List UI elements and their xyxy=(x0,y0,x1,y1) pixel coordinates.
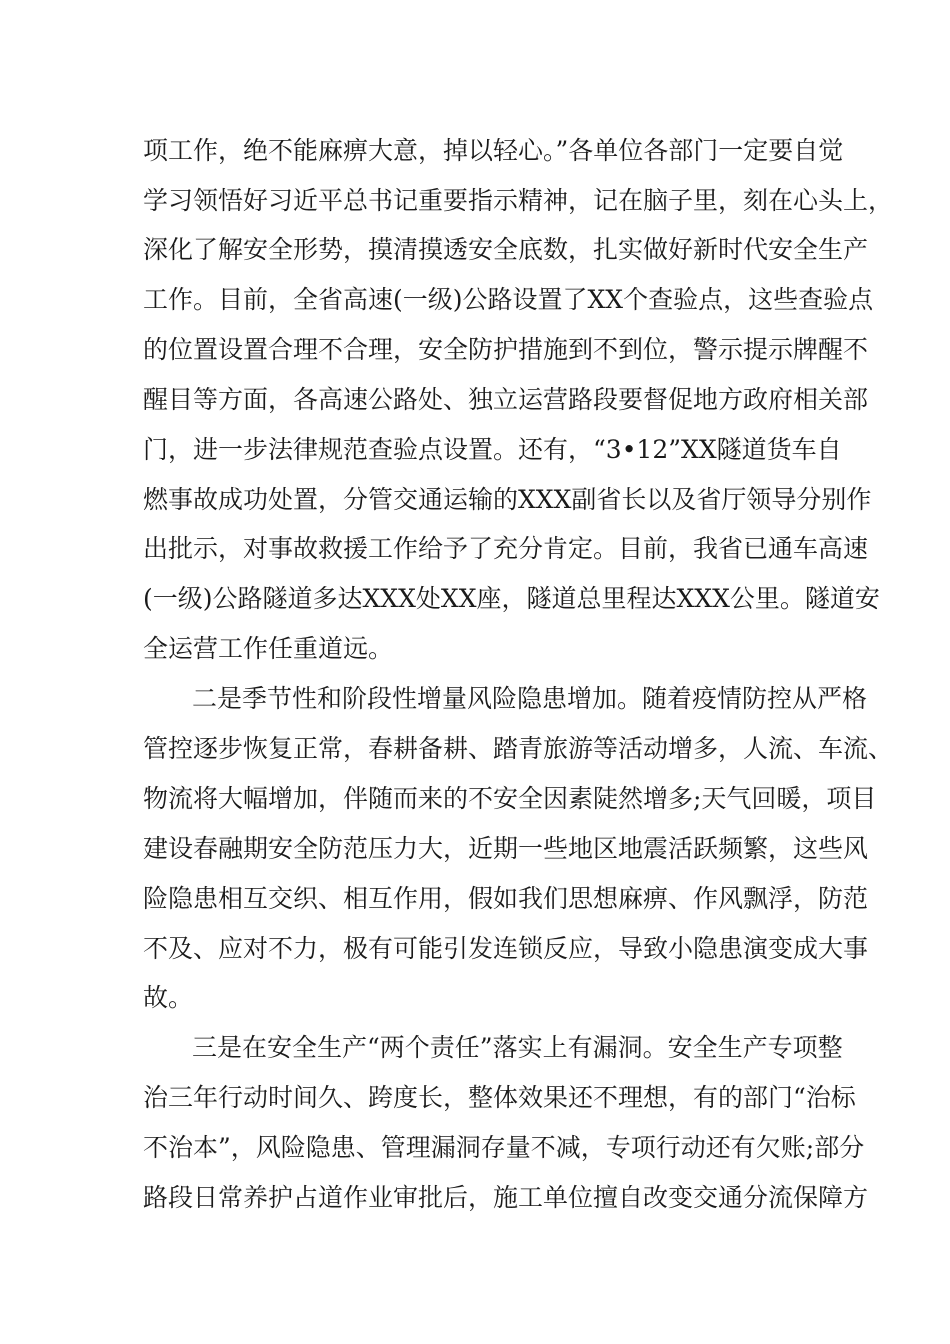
text-line: 不治本”，风险隐患、管理漏洞存量不减，专项行动还有欠账;部分 xyxy=(143,1133,865,1162)
text-line: 不及、应对不力，极有可能引发连锁反应，导致小隐患演变成大事 xyxy=(143,934,869,963)
text-line: 燃事故成功处置，分管交通运输的XXX副省长以及省厅领导分别作 xyxy=(143,485,872,514)
text-line: 出批示，对事故救援工作给予了充分肯定。目前，我省已通车高速 xyxy=(143,534,869,563)
paragraph-first-line: 三是在安全生产“两个责任”落实上有漏洞。安全生产专项整 xyxy=(192,1033,843,1062)
paragraph-first-line: 二是季节性和阶段性增量风险隐患增加。随着疫情防控从严格 xyxy=(192,684,868,713)
text-line: 治三年行动时间久、跨度长，整体效果还不理想，有的部门“治标 xyxy=(143,1083,856,1112)
text-line: 全运营工作任重道远。 xyxy=(143,634,394,663)
text-line: 险隐患相互交织、相互作用，假如我们思想麻痹、作风飘浮，防范 xyxy=(143,884,869,913)
text-line: 路段日常养护占道作业审批后，施工单位擅自改变交通分流保障方 xyxy=(143,1183,869,1212)
text-line: 醒目等方面，各高速公路处、独立运营路段要督促地方政府相关部 xyxy=(143,385,869,414)
text-line: (一级)公路隧道多达XXX处XX座，隧道总里程达XXX公里。隧道安 xyxy=(143,584,880,613)
text-line: 物流将大幅增加，伴随而来的不安全因素陡然增多;天气回暖，项目 xyxy=(143,784,877,813)
text-line: 的位置设置合理不合理，安全防护措施到不到位，警示提示牌醒不 xyxy=(143,335,869,364)
text-line: 管控逐步恢复正常，春耕备耕、踏青旅游等活动增多，人流、车流、 xyxy=(143,734,894,763)
text-line: 项工作，绝不能麻痹大意，掉以轻心。”各单位各部门一定要自觉 xyxy=(143,136,844,165)
text-line: 故。 xyxy=(143,983,194,1012)
text-line: 建设春融期安全防范压力大，近期一些地区地震活跃频繁，这些风 xyxy=(143,834,869,863)
text-line: 工作。目前，全省高速(一级)公路设置了XX个查验点，这些查验点 xyxy=(143,285,874,314)
text-line: 深化了解安全形势，摸清摸透安全底数，扎实做好新时代安全生产 xyxy=(143,235,869,264)
text-line: 学习领悟好习近平总书记重要指示精神，记在脑子里，刻在心头上， xyxy=(143,186,894,215)
text-line: 门，进一步法律规范查验点设置。还有，“3•12”XX隧道货车自 xyxy=(143,435,842,464)
